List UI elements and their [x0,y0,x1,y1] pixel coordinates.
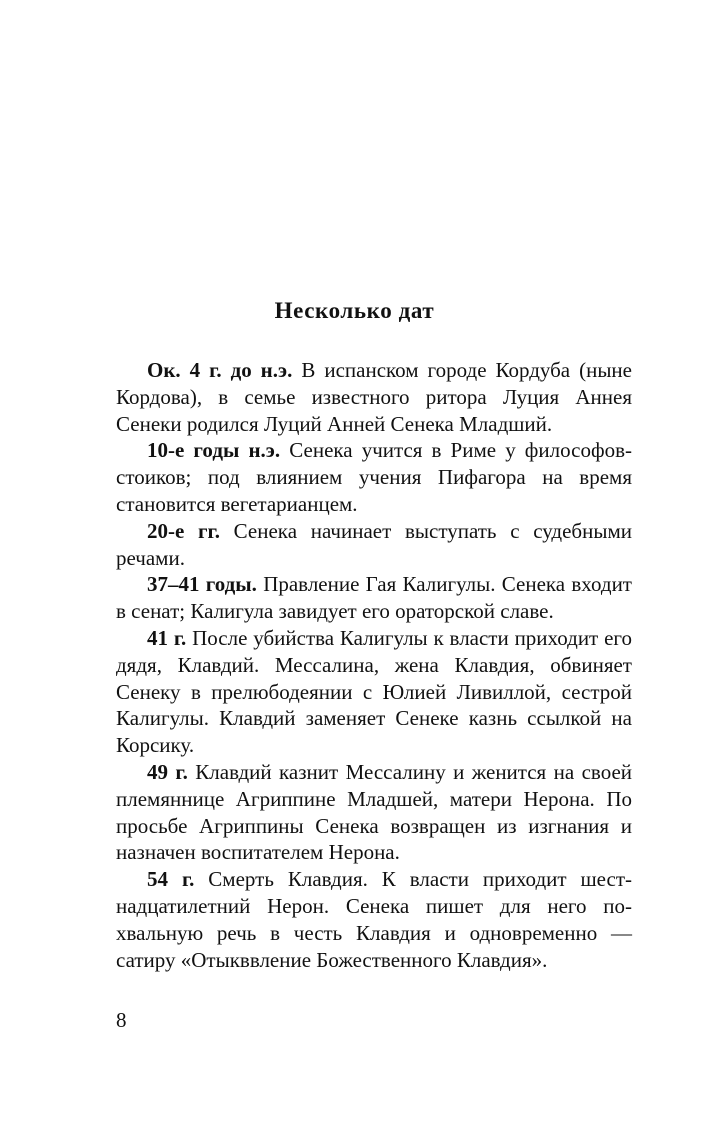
entry-date: 41 г. [147,625,187,650]
chronology-entry [116,571,632,625]
chronology-list [116,357,632,973]
entry-date: 37–41 годы. [147,572,257,597]
entry-text: Сенека учится в Риме у философов-стоиков; под влиянием учения Пифагора на время становится вегетарианцем. [116,438,632,516]
entry-date: 10-е годы н.э. [147,438,281,463]
chronology-entry [116,518,632,572]
entry-text: В испанском городе Кордуба (ныне Кордова), в семье известного ритора Луция Аннея Сенеки родился Луций Анней Сенека Младший. [116,358,632,436]
entry-text: Сенека начинает выступать с судебными речами. [116,518,632,570]
entry-date: 20-е гг. [147,518,220,543]
entry-text: После убийства Калигулы к власти приходит его дядя, Клавдий. Мессалина, жена Клавдия, обвиняет Сенеку в прелюбодеянии с Юлией Ливиллой, сестрой Калигулы. Клавдий заменяет Сенеке казнь ссылкой на Корсику. [116,625,632,758]
entry-date: 54 г. [147,867,195,892]
entry-date: Ок. 4 г. до н.э. [147,358,293,382]
page-number: 8 [116,1008,127,1032]
chronology-entry [116,866,632,973]
chronology-entry [116,759,632,866]
chronology-entry [116,625,632,759]
entry-text: Клавдий казнит Мессалину и женится на своей племяннице Агриппине Младшей, матери Нерона. По просьбе Агриппины Сенека возвращен из изгнания и назначен воспитателем Нерона. [116,759,633,865]
entry-text: Правление Гая Калигулы. Сенека входит в сенат; Калигула завидует его ораторской славе. [116,572,632,624]
chronology-entry [116,357,632,437]
entry-date: 49 г. [147,759,188,784]
chronology-entry [116,437,632,517]
chapter-title: Несколько дат [274,298,435,323]
entry-text: Смерть Клавдия. К власти приходит шестнадцатилетний Нерон. Сенека пишет для него похвальную речь в честь Клавдия и одновременно — сатиру «Отыкввление Божественного Клавдия». [116,867,632,972]
